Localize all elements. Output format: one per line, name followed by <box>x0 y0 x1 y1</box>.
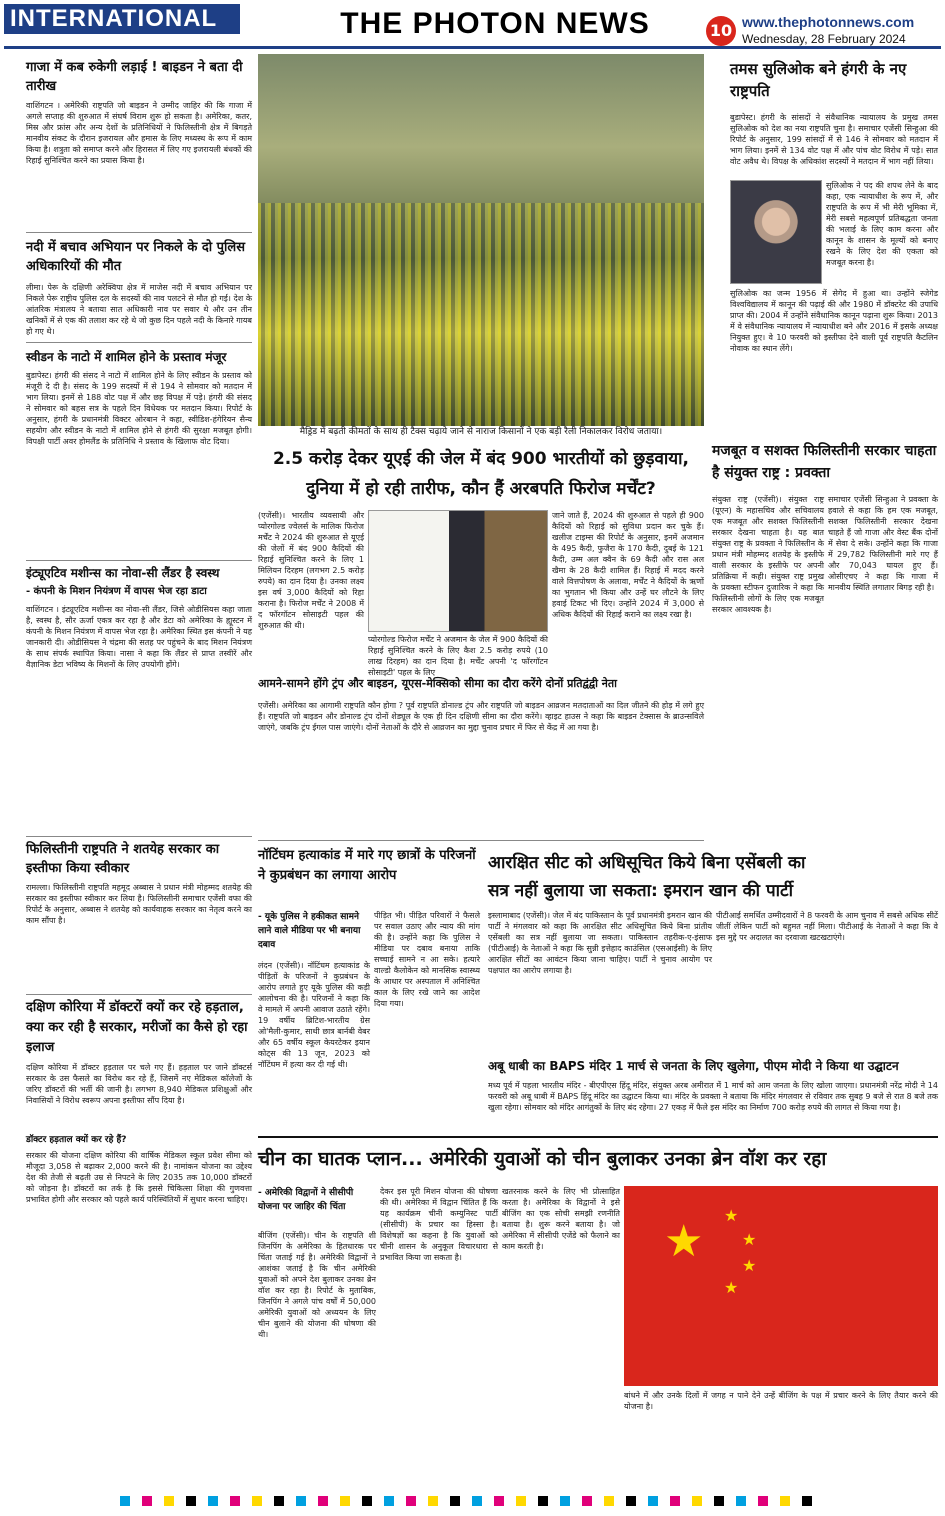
article-sweden-body: बुडापेस्ट। हंगरी की संसद ने नाटो में शामिल होने के लिए स्वीडन के प्रस्ताव को मंजूरी दे दी है। संसद के 199 सदस्यों में से 194 ने सोमवार को मतदान में भाग लिया। इनमें से 188 वोट पक्ष में और छह विपक्ष में पड़े। हंगरी की संसद ने सोमवार को बहस सत्र के पहले दिन विधेयक पर मतदान किया। रिपोर्ट के अनुसार, हंगरी के प्रधानमंत्री विक्टर ओरबान ने कहा, स्वीडिश-हंगेरियन सैन्य सहयोग और स्वीडन के नाटो में शामिल होने से हंगरी की सुरक्षा मजबूत होगी। विपक्षी पार्टी अवर होमलैंड के प्रतिनिधि ने प्रस्ताव के खिलाफ वोट दिया। <box>26 371 252 446</box>
article-temple-body: मध्य पूर्व में पहला भारतीय मंदिर - बीएपीएस हिंदू मंदिर, संयुक्त अरब अमीरात में 1 मार्च को आम जनता के लिए खोला जाएगा। प्रधानमंत्री नरेंद्र मोदी ने 14 फरवरी को अबू धाबी में BAPS हिंदू मंदिर का उद्घाटन किया था। मंदिर के प्रवक्ता ने बताया कि मंदिर मंगलवार से रविवार तक सुबह 9 बजे से रात 8 बजे तक खुला रहेगा। सोमवार को मंदिर आगंतुकों के लिए बंद रहेगा। 27 एकड़ में फैले इस मंदिर का निर्माण 700 करोड़ रुपये की लागत से किया गया है। <box>488 1081 938 1112</box>
article-nottingham-subtitle: - यूके पुलिस ने हकीकत सामने लाने वाले मीडिया पर भी बनाया दबाव <box>258 912 361 950</box>
page-number-badge: 10 <box>706 16 736 46</box>
article-uae-title-2[interactable]: दुनिया में हो रही तारीफ, कौन हैं अरबपति फिरोज मर्चेंट? <box>306 479 656 499</box>
article-china-body-2: देकर इस पूरी मिशन योजना की घोषणा की थी। अमेरिका में विद्वान चिंतित हैं कि यह कार्यक्रम चीनी कम्युनिस्ट पार्टी (सीसीपी) के प्रचार का हिस्सा है। विशेषज्ञों का कहना है कि युवाओं को चीनी शासन के अनुकूल विचारधारा से प्रभावित किया जा सकता है। <box>380 1187 498 1262</box>
article-nova-subtitle: - कंपनी के मिशन नियंत्रण में वापस भेज रहा डाटा <box>26 586 207 597</box>
article-uae-title-1[interactable]: 2.5 करोड़ देकर यूएई की जेल में बंद 900 भारतीयों को छुड़वाया, <box>272 449 690 469</box>
article-imran-body: इस्लामाबाद (एजेंसी)। जेल में बंद पाकिस्तान के पूर्व प्रधानमंत्री इमरान खान की पार्टी ने मंगलवार को कहा कि आरक्षित सीट अधिसूचित किये बिना प्रांतीय एसेंबली का सत्र नहीं बुलाया जा सकता। पाकिस्तान तहरीक-ए-इंसाफ (पीटीआई) के नेताओं ने कहा कि सुन्नी इत्तेहाद काउंसिल (एसआईसी) के लिए आरक्षित सीटों का आवंटन किया जाना चाहिए। पार्टी ने चुनाव आयोग पर पक्षपात का आरोप लगाया है। <box>488 911 712 975</box>
article-peru-title[interactable]: नदी में बचाव अभियान पर निकले के दो पुलिस अधिकारियों की मौत <box>26 240 245 274</box>
article-nova-body: वाशिंगटन । इंट्यूएटिव मशीन्स का नोवा-सी लैंडर, जिसे ओडीसियस कहा जाता है, स्वस्थ है, सौर ऊर्जा एकत्र कर रहा है और डेटा को अमेरिका के ह्यूस्टन में कंपनी के मिशन नियंत्रण में वापस भेज रहा है। अमेरिका स्थित इस कंपनी ने यह जानकारी दी। ओडीसियस ने चंद्रमा की सतह पर पहुंचने के बाद मिशन नियंत्रण के साथ संपर्क स्थापित किया। नासा ने कहा कि लैंडर से प्राप्त तस्वीरें और वैज्ञानिक डेटा भविष्य के मिशनों के लिए उपयोगी होंगे। <box>26 605 252 669</box>
article-un-title[interactable]: मजबूत व सशक्त फिलिस्तीनी सरकार चाहता है संयुक्त राष्ट्र : प्रवक्ता <box>712 443 937 481</box>
small-star-icon: ★ <box>724 1278 739 1297</box>
article-gaza-title[interactable]: गाजा में कब रुकेगी लड़ाई ! बाइडन ने बता दी तारीख <box>26 60 243 94</box>
article-china-subtitle: - अमेरिकी विद्वानों ने सीसीपी योजना पर जाहिर की चिंता <box>258 1188 354 1212</box>
article-hungary-body: बुडापेस्ट। हंगरी के सांसदों ने संवैधानिक न्यायालय के प्रमुख तमस सुलिओक को देश का नया राष्ट्रपति चुना है। समाचार एजेंसी सिन्हुआ की रिपोर्ट के अनुसार, 199 सांसदों में से 146 ने सोमवार को मतदान में भाग लिया। इनमें से 134 वोट पक्ष में और पांच वोट विरोध में पड़े। सात वोट अवैध थे। विपक्ष के अधिकांश सदस्यों ने मतदान में भाग नहीं लिया। <box>730 113 938 166</box>
registration-marks <box>120 1496 820 1506</box>
farmers-protest-photo <box>258 54 704 426</box>
article-abbas-title[interactable]: फिलिस्तीनी राष्ट्रपति ने शतयेह सरकार का इस्तीफा किया स्वीकार <box>26 842 220 876</box>
divider <box>26 836 252 837</box>
issue-date: Wednesday, 28 February 2024 <box>742 32 906 46</box>
article-peru-body: लीमा। पेरू के दक्षिणी अरेक्विपा क्षेत्र में माजेस नदी में बचाव अभियान पर निकले पेरू राष्ट्रीय पुलिस दल के सदस्यों की नाव पलटने से मौत हो गई। देश के आंतरिक मंत्रालय ने बताया सात अधिकारी नाव पर सवार थे और उन तीन खनिकों में से एक की तलाश कर रहे थे जो कुछ दिन पहले नदी के किनारे गायब हो गए थे। <box>26 283 252 336</box>
article-abbas-body: रामल्ला। फिलिस्तीनी राष्ट्रपति महमूद अब्बास ने प्रधान मंत्री मोहम्मद शतयेह की सरकार का इस्तीफा स्वीकार कर लिया है। फिलिस्तीनी समाचार एजेंसी वफा की रिपोर्ट के अनुसार, अब्बास ने शतयेह को कार्यवाहक सरकार का नेतृत्व करने का काम सौंपा है। <box>26 883 252 925</box>
article-uae-body-left: (एजेंसी)। भारतीय व्यवसायी और प्योरगोल्ड ज्वेलर्स के मालिक फिरोज मर्चेंट ने 2024 की शुरुआत से यूएई की जेलों में बंद 900 कैदियों की रिहाई सुनिश्चित करने के लिए 1 मिलियन दिरहम (लगभग 2.5 करोड़ रुपये) का दान दिया है। उनका लक्ष्य इस वर्ष 3,000 कैदियों को रिहा कराना है। फिरोज मर्चेंट ने 2008 में द फॉरगॉटन सोसाइटी पहल की शुरुआत की थी। <box>258 511 364 630</box>
article-gaza-body: वाशिंगटन । अमेरिकी राष्ट्रपति जो बाइडन ने उम्मीद जाहिर की कि गाजा में अगले सप्ताह की शुरुआत में संघर्ष विराम शुरू हो सकता है। अमेरिका, कतर, मिस्र और फ्रांस और अन्य देशों के प्रतिनिधियों ने फिलिस्तीनी क्षेत्र में बिगड़ते मानवीय संकट के दौरान इजरायल और हमास के लिए मध्यस्थ के रूप में काम किया है। शत्रुता को समाप्त करने और हिरासत में लिए गए इजरायली बंधकों की रिहाई सुनिश्चित करने का प्रयास किया है। <box>26 101 252 165</box>
divider <box>26 560 252 561</box>
president-portrait <box>730 180 822 284</box>
article-korea-title[interactable]: दक्षिण कोरिया में डॉक्टरों क्यों कर रहे हड़ताल, क्या कर रही है सरकार, मरीजों का कैसे हो रहा इलाज <box>26 1000 248 1055</box>
farmers-photo-caption: मैड्रिड में बढ़ती कीमतों के साथ ही टैक्स चढ़ाये जाने से नाराज किसानों ने एक बड़ी रैली निकालकर विरोध जताया। <box>258 426 704 440</box>
merchant-photo-caption: प्योरगोल्ड फिरोज मर्चेंट ने अजमान के जेल में 900 कैदियों की रिहाई सुनिश्चित करने के लिए कैश 2.5 करोड़ रुपये (10 लाख दिरहम) का दान दिया है। मर्चेंट अपनी 'द फॉरगॉटन सोसाइटी' पहल के लिए <box>368 635 548 677</box>
section-label: INTERNATIONAL <box>4 4 240 34</box>
divider <box>258 840 704 841</box>
divider <box>26 342 252 343</box>
article-sweden-title[interactable]: स्वीडन के नाटो में शामिल होने के प्रस्ताव मंजूर <box>26 350 227 364</box>
article-korea-body: दक्षिण कोरिया में डॉक्टर हड़ताल पर चले गए हैं। हड़ताल पर जाने डॉक्टर्स सरकार के उस फैसले का विरोध कर रहे हैं, जिसमें नए मेडिकल कॉलेजों के जरिए डॉक्टरों की भर्ती की जानी है। लगभग 8,940 मेडिकल प्रशिक्षुओं और निवासियों ने विरोध स्वरूप अपना इस्तीफा सौंप दिया है। <box>26 1063 252 1105</box>
merchant-meeting-photo <box>368 510 548 632</box>
article-korea-body-2: सरकार की योजना दक्षिण कोरिया की वार्षिक मेडिकल स्कूल प्रवेश सीमा को मौजूदा 3,058 से बढ़ाकर 2,000 करने की है। नामांकन योजना का उद्देश्य देश की तेजी से बढ़ती उम्र से निपटने के लिए 2035 तक 10,000 डॉक्टरों को जोड़ना है। डॉक्टरों का तर्क है कि इससे चिकित्सा शिक्षा की गुणवत्ता प्रभावित होगी और सरकार को पहले कार्य परिस्थितियों में सुधार करना चाहिए। <box>26 1151 252 1204</box>
article-hungary-body-3: सुलिओक का जन्म 1956 में सेगेद में हुआ था। उन्होंने स्जेगेड विश्वविद्यालय में कानून की पढ़ाई की और 1980 में डॉक्टरेट की उपाधि प्राप्त की। 2004 में उन्होंने संवैधानिक कानून पढ़ाना शुरू किया। 2013 में वे संवैधानिक न्यायालय में न्यायाधीश बने और 2016 में इसके अध्यक्ष नियुक्त हुए। वे 10 फरवरी को इस्तीफा देने वाली पूर्व राष्ट्रपति कैटलिन नोवाक का स्थान लेंगे। <box>730 289 938 353</box>
article-imran-body-2: पीटीआई समर्थित उम्मीदवारों ने 8 फरवरी के आम चुनाव में सबसे अधिक सीटें जीतीं लेकिन पार्टी को बहुमत नहीं मिला। पीटीआई के नेताओं ने कहा कि वे इस मुद्दे पर अदालत का दरवाजा खटखटाएंगे। <box>716 911 938 942</box>
article-imran-title-1[interactable]: आरक्षित सीट को अधिसूचित किये बिना एसेंबली का <box>488 853 806 873</box>
article-china-body-3: खतरनाक करने के लिए भी प्रोत्साहित करता है। अमेरिका के विद्वानों ने इसे बीजिंग का एक सोची समझी रणनीति बताया है। शुरू करने बताया है। जो अमेरिका में सीसीपी एजेंडे को फैलाने का काम करती है। <box>502 1187 620 1251</box>
website-link[interactable]: www.thephotonnews.com <box>742 14 915 30</box>
divider <box>26 232 252 233</box>
header-rule <box>4 46 941 49</box>
article-uae-body-right: जाने जाते हैं, 2024 की शुरुआत से पहले ही 900 कैदियों को रिहाई को सुविधा प्रदान कर चुके हैं। खलीज टाइम्स की रिपोर्ट के अनुसार, इनमें अजमान के 495 कैदी, फुजैरा के 170 कैदी, दुबई के 121 कैदी, उम्म अल क्वैन के 69 कैदी और रास अल खैमा के 28 कैदी शामिल हैं। रिहाई में मदद करने वाले वित्तपोषण के अलावा, मर्चेंट ने कैदियों के ऋणों का भुगतान भी किया और उन्हें घर लौटने के लिए हवाई टिकट भी दिए। उन्होंने 2024 में 3,000 से अधिक कैदियों की रिहाई कराने का लक्ष्य रखा है। <box>552 511 704 619</box>
large-star-icon: ★ <box>664 1216 704 1267</box>
masthead[interactable]: THE PHOTON NEWS <box>340 7 650 40</box>
small-star-icon: ★ <box>724 1206 739 1225</box>
article-imran-title-2[interactable]: सत्र नहीं बुलाया जा सकता: इमरान खान की पार्टी <box>488 881 793 901</box>
article-nova-title[interactable]: इंट्यूएटिव मशीन्स का नोवा-सी लैंडर है स्वस्थ <box>26 566 220 580</box>
divider <box>26 994 252 995</box>
article-china-body-4: बांधने में और उनके दिलों में जगह न पाने देने उन्हें बीजिंग के पक्ष में प्रचार करने के लिए तैयार करने की योजना है। <box>624 1391 938 1411</box>
article-hungary-body-2: सुलिओक ने पद की शपथ लेने के बाद कहा, एक न्यायाधीश के रूप में, और राष्ट्रपति के रूप में भी मेरी भूमिका में, मेरी सबसे महत्वपूर्ण प्रतिबद्धता जनता की भलाई के लिए काम करना और कानून के शासन के मूल्यों को बनाए रखने के लिए देश की एकता को मजबूत करना है। <box>826 181 938 267</box>
article-hungary-title[interactable]: तमस सुलिओक बने हंगरी के नए राष्ट्रपति <box>730 60 907 100</box>
china-flag-image <box>624 1186 938 1386</box>
article-korea-subhead: डॉक्टर हड़ताल क्यों कर रहे हैं? <box>26 1135 127 1145</box>
article-nottingham-title[interactable]: नॉटिंघम हत्याकांड में मारे गए छात्रों के परिजनों ने कुप्रबंधन का लगाया आरोप <box>258 848 476 883</box>
small-star-icon: ★ <box>742 1230 757 1249</box>
article-un-body: संयुक्त राष्ट्र (एजेंसी)। संयुक्त राष्ट्र (यूएन) के महासचिव और सचिवालय एक मजबूत और सशक्त फिलिस्तीनी सरकार देखना चाहता है। यह बात संयुक्त राष्ट्र के प्रवक्ता ने फिलिस्तीन के प्रधान मंत्री मोहम्मद शतयेह के इस्तीफे वाली सरकार के इस्तीफे पर अपनी प्रतिक्रिया में कही। संयुक्त राष्ट्र प्रमुख के प्रवक्ता स्टीफन दुजारिक ने कहा कि फिलिस्तीनी लोगों के लिए एक मजबूत सरकार आवश्यक है। <box>712 495 824 614</box>
divider <box>258 1136 938 1138</box>
article-us-body: एजेंसी। अमेरिका का आगामी राष्ट्रपति कौन होगा ? पूर्व राष्ट्रपति डोनाल्ड ट्रंप और राष्ट्रपति जो बाइडन आव्रजन मतदाताओं का दिल जीतने की होड़ में लगे हुए हैं। राष्ट्रपति जो बाइडन और डोनाल्ड ट्रंप दोनों शेड्यूल के एक ही दिन दक्षिणी सीमा का दौरा करेंगे। व्हाइट हाउस ने कहा कि बाइडन टेक्सास के ब्राउन्सविले जाएंगे, जबकि ट्रंप ईगल पास जाएंगे। दोनों नेताओं के दौरे से आव्रजन का मुद्दा चुनाव प्रचार में फिर से केंद्र में आ गया है। <box>258 701 704 732</box>
article-china-title[interactable]: चीन का घातक प्लान... अमेरिकी युवाओं को चीन बुलाकर उनका ब्रेन वॉश कर रहा <box>258 1148 827 1170</box>
article-nottingham-body: लंदन (एजेंसी)। नॉटिंघम हत्याकांड के पीड़ितों के परिजनों ने कुप्रबंधन के आरोप लगाते हुए यूके पुलिस की कड़ी आलोचना की है। परिजनों ने कहा कि वे मामले में अपनी आवाज उठाते रहेंगे। 19 वर्षीय ब्रिटिश-भारतीय ग्रेस ओ'मैली-कुमार, साथी छात्र बार्नबी वेबर और 65 वर्षीय स्कूल केयरटेकर इयान कोट्स की 13 जून, 2023 को नॉटिंघम में हत्या कर दी गई थी। <box>258 961 370 1069</box>
article-temple-title[interactable]: अबू धाबी का BAPS मंदिर 1 मार्च से जनता के लिए खुलेगा, पीएम मोदी ने किया था उद्घाटन <box>488 1059 899 1073</box>
article-un-body-2: समाचार एजेंसी सिन्हुआ ने प्रवक्ता के हवाले से कहा कि हम एक मजबूत, सशक्त फिलिस्तीनी सरकार देखना चाहते हैं जो गाजा और वेस्ट बैंक दोनों में सेवा दे सके। उन्होंने कहा कि गाजा में 29,782 फिलिस्तीनी मारे गए हैं और 70,043 घायल हुए हैं। ओसीएचए ने कहा कि गाजा में मानवीय स्थिति लगातार बिगड़ रही है। <box>828 495 938 592</box>
article-china-body: बीजिंग (एजेंसी)। चीन के राष्ट्रपति शी जिनपिंग के अमेरिका के हितधारक पर चिंता जताई गई है। अमेरिकी विद्वानों ने आशंका जताई है कि चीन अमेरिकी युवाओं को अपने देश बुलाकर उनका ब्रेन वॉश कर रहा है। रिपोर्ट के मुताबिक, जिनपिंग ने अगले पांच वर्षों में 50,000 अमेरिकी युवाओं को अध्ययन के लिए चीन बुलाने की योजना की घोषणा की थी। <box>258 1231 376 1339</box>
crowd-texture <box>258 203 704 426</box>
article-us-title[interactable]: आमने-सामने होंगे ट्रंप और बाइडन, यूएस-मेक्सिको सीमा का दौरा करेंगे दोनों प्रतिद्वंद्वी नेता <box>258 677 618 690</box>
article-nottingham-body-2: पीड़ित भी। पीड़ित परिवारों ने फैसले पर सवाल उठाए और न्याय की मांग की है। उन्होंने कहा कि पुलिस ने मीडिया पर दबाव बनाया ताकि सच्चाई सामने न आ सके। हत्यारे वाल्डो कैलोकेन को मानसिक स्वास्थ्य के आधार पर अस्पताल में अनिश्चित काल के लिए रखे जाने का आदेश दिया गया। <box>374 911 480 1008</box>
small-star-icon: ★ <box>742 1256 757 1275</box>
